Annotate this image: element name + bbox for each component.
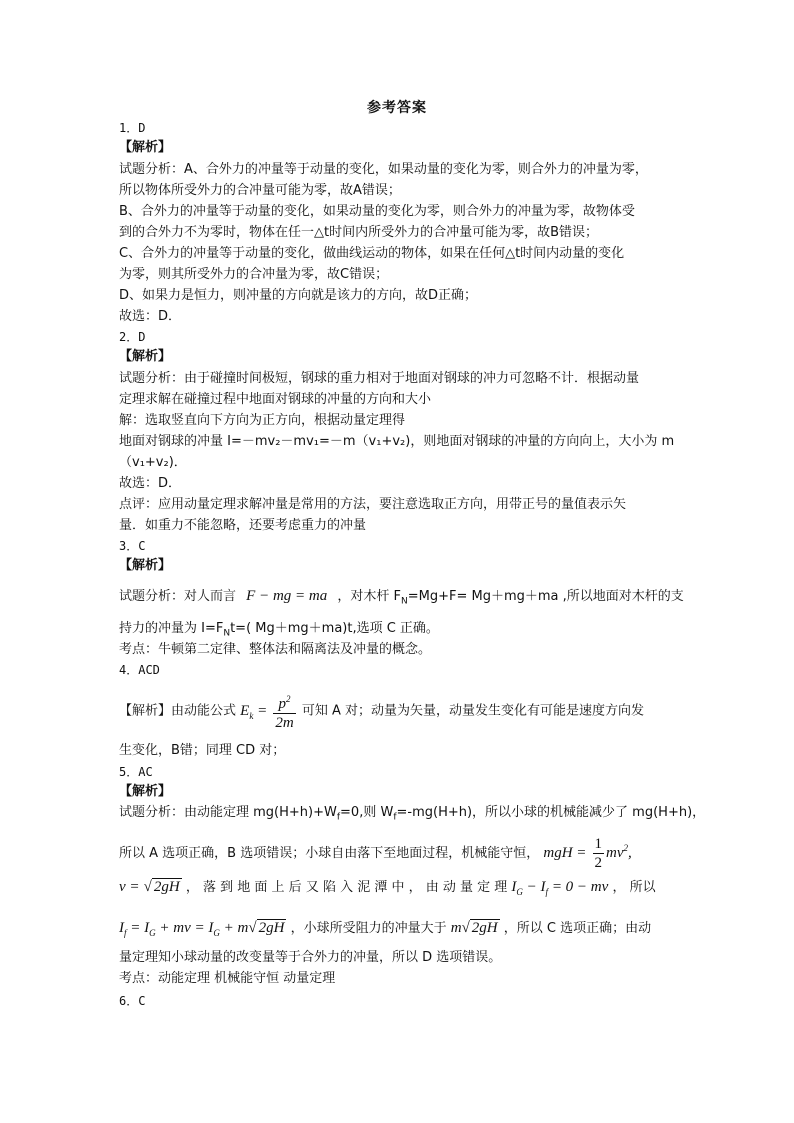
page-title: 参考答案 [367, 100, 427, 116]
text-segment: 试题分析：对人而言 [119, 589, 237, 604]
answer-number-3: 3．C [119, 539, 146, 553]
formula: $mv^2$, [606, 843, 632, 861]
text-line: 为零，则其所受外力的合冲量为零，故C错误； [119, 267, 389, 282]
analysis-heading: 【解析】 [119, 140, 172, 155]
text-segment: 可知 A 对；动量为矢量，动量发生变化有可能是速度方向发 [301, 703, 644, 719]
fraction: $\frac{1}{2}$ [594, 836, 603, 871]
text-segment: =Mg+F= Mg＋mg＋ma ,所以地面对木杆的支 [407, 589, 684, 604]
text-line: （v₁+v₂)． [119, 455, 187, 470]
subscript: N [401, 596, 408, 607]
text-segment: t=( Mg＋mg＋ma)t,选项 C 正确。 [230, 621, 439, 636]
subscript: f [336, 812, 341, 823]
text-line: 试题分析：由于碰撞时间极短，钢球的重力相对于地面对钢球的冲力可忽略不计．根据动量 [119, 371, 640, 386]
text-segment: =0,则 W [340, 805, 394, 820]
formula: $I_f = I_G$ + mv = $I_G + m$ [119, 920, 249, 938]
text-segment: 持力的冲量为 I=F [119, 621, 224, 636]
formula: $I_G - I_f = 0$ − mv [511, 879, 609, 897]
text-line-formula [119, 916, 689, 945]
text-segment: 试题分析：由动能定理 mg(H+h)+W [119, 805, 337, 820]
answer-number-6: 6．C [119, 994, 146, 1008]
text-segment: ， 所以 [612, 880, 656, 895]
text-line: 考点：动能定理 机械能守恒 动量定理 [119, 971, 336, 986]
text-line: 故选：D． [119, 476, 182, 491]
analysis-heading: 【解析】 [119, 558, 172, 573]
subscript: f [393, 812, 397, 823]
formula-lhs: $E_k$ = [240, 702, 268, 721]
text-line: 所以物体所受外力的合冲量可能为零，故A错误； [119, 183, 401, 198]
text-line: 生变化，B错；同理 CD 对； [119, 743, 286, 758]
text-segment: =-mg(H+h)，所以小球的机械能减少了 mg(H+h)， [396, 805, 706, 820]
text-line-formula [119, 834, 689, 872]
text-segment: 所以 A 选项正确，B 选项错误；小球自由落下至地面过程，机械能守恒， [119, 846, 540, 861]
text-line: 定理求解在碰撞过程中地面对钢球的冲量的方向和大小 [119, 392, 432, 407]
text-line: B、合外力的冲量等于动量的变化，如果动量的变化为零，则合外力的冲量为零，故物体受 [119, 204, 635, 219]
formula: v = [119, 879, 140, 895]
fraction: $\frac{p^2}{2m}$ [273, 690, 295, 732]
text-line: 解：选取竖直向下方向为正方向，根据动量定理得 [119, 413, 406, 428]
answer-number-1: 1．D [119, 121, 146, 135]
sqrt-formula: √ 2gH [143, 879, 180, 895]
subscript: N [223, 628, 231, 639]
text-line: 点评：应用动量定理求解冲量是常用的方法，要注意选取正方向，用带正号的量值表示矢 [119, 497, 627, 512]
text-line [119, 803, 706, 828]
formula: mgH = [543, 845, 587, 861]
text-line: D、如果力是恒力，则冲量的方向就是该力的方向，故D正确； [119, 288, 478, 303]
answer-number-2: 2．D [119, 330, 146, 344]
answer-number-4: 4．ACD [119, 663, 160, 677]
text-line-formula [119, 875, 689, 904]
text-segment: ，小球所受阻力的冲量大于 [290, 921, 447, 936]
text-line: C、合外力的冲量等于动量的变化，做曲线运动的物体，如果在任何△t时间内动量的变化 [119, 246, 625, 261]
text-segment: ， 落 到 地 面 上 后 又 陷 入 泥 潭 中 ， 由 动 量 定 理 [185, 880, 508, 895]
text-segment: 【解析】由动能公式 [119, 703, 237, 719]
text-line: 地面对钢球的冲量 I=－mv₂－mv₁=－m（v₁+v₂)，则地面对钢球的冲量的方向向上，大小为 m [119, 434, 675, 449]
sqrt-formula: √ 2gH [461, 920, 498, 936]
text-segment: ，对木杆 F [337, 589, 401, 604]
text-line-formula [119, 586, 689, 612]
analysis-heading: 【解析】 [119, 784, 172, 799]
text-line: 到的合外力不为零时，物体在任一△t时间内所受外力的合冲量可能为零，故B错误； [119, 225, 599, 240]
text-line-formula [119, 690, 689, 736]
text-segment: ，所以 C 选项正确；由动 [503, 921, 652, 936]
analysis-heading: 【解析】 [119, 349, 172, 364]
text-line: 故选：D． [119, 309, 182, 324]
sqrt-formula: √ 2gH [248, 920, 285, 936]
text-line: 量定理知小球动量的改变量等于合外力的冲量，所以 D 选项错误。 [119, 950, 502, 965]
formula: m [450, 920, 462, 936]
formula: F − mg = ma [246, 588, 328, 604]
text-line: 考点：牛顿第二定律、整体法和隔离法及冲量的概念。 [119, 642, 432, 657]
text-line: 量．如重力不能忽略，还要考虑重力的冲量 [119, 518, 367, 533]
answer-number-5: 5．AC [119, 765, 153, 779]
text-line: 试题分析：A、合外力的冲量等于动量的变化，如果动量的变化为零，则合外力的冲量为零， [119, 162, 648, 177]
